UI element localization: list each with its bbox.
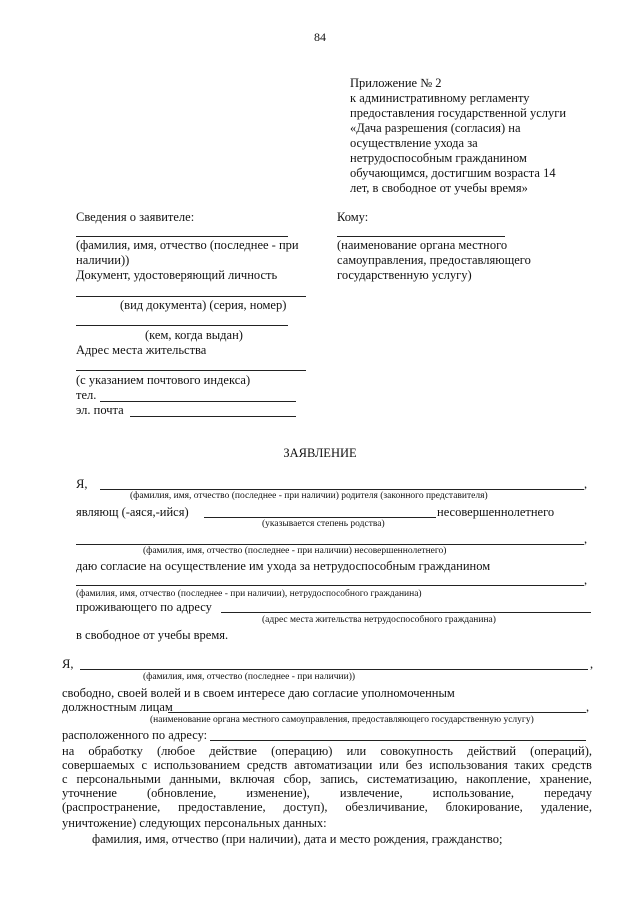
- appendix-line: Приложение № 2: [350, 76, 442, 90]
- hint-minor: (фамилия, имя, отчество (последнее - при наличии) несовершеннолетнего): [143, 546, 447, 556]
- word: использование,: [432, 786, 515, 800]
- word: или: [346, 744, 367, 758]
- issued-hint: (кем, когда выдан): [145, 328, 243, 342]
- appendix-line: обучающимся, достигшим возраста 14: [350, 166, 556, 180]
- hint-address: (адрес места жительства нетрудоспособного гражданина): [262, 615, 496, 625]
- word: изменение),: [246, 786, 310, 800]
- ya-2: Я,: [62, 657, 74, 671]
- word: использования: [429, 758, 508, 772]
- recipient-hint-2: самоуправления, предоставляющего: [337, 253, 531, 267]
- appendix-header: [350, 76, 566, 196]
- email-label: эл. почта: [76, 403, 124, 417]
- word: данными,: [169, 772, 222, 786]
- comma-3: ,: [584, 573, 588, 587]
- doc-hint: (вид документа) (серия, номер): [120, 298, 287, 312]
- doc-line[interactable]: [76, 296, 306, 297]
- word: совокупность: [380, 744, 453, 758]
- appendix-line: «Дача разрешения (согласия) на: [350, 121, 521, 135]
- word: обработку: [88, 744, 143, 758]
- word: с: [141, 758, 148, 772]
- recipient-hint-1: (наименование органа местного: [337, 238, 508, 252]
- processing-line: [62, 744, 592, 759]
- word: (операцию): [271, 744, 333, 758]
- page-number: 84: [314, 30, 326, 44]
- consent-line-fio: фамилия, имя, отчество (при наличии), дата и место рождения, гражданство;: [92, 832, 503, 846]
- word: хранение,: [539, 772, 592, 786]
- address-hint: (с указанием почтового индекса): [76, 373, 251, 387]
- word: автоматизации: [294, 758, 373, 772]
- free-time-text: в свободное от учебы время.: [76, 628, 229, 642]
- phone-label: тел.: [76, 388, 97, 402]
- word: накопление,: [466, 772, 531, 786]
- document-title: ЗАЯВЛЕНИЕ: [283, 446, 357, 460]
- word: средств: [246, 758, 288, 772]
- word: запись,: [320, 772, 359, 786]
- word: средств: [551, 758, 592, 772]
- word: систематизацию,: [367, 772, 458, 786]
- hint-consent-fio: (фамилия, имя, отчество (последнее - при наличии)): [143, 672, 356, 682]
- disabled-fio-line[interactable]: [76, 585, 584, 586]
- appendix-line: предоставления государственной услуги: [350, 106, 567, 120]
- word: включая: [229, 772, 275, 786]
- minor-word: несовершеннолетнего: [437, 505, 555, 519]
- parent-fio-line[interactable]: [100, 489, 584, 490]
- hint-relation: (указывается степень родства): [262, 519, 385, 529]
- word: (любое: [157, 744, 196, 758]
- word: действий: [467, 744, 517, 758]
- consent-line-2: должностным лицам: [62, 700, 173, 714]
- processing-line: [62, 758, 592, 773]
- recipient-line[interactable]: [337, 236, 505, 237]
- word: или: [379, 758, 399, 772]
- consent-line-1: свободно, своей волей и в своем интересе даю согласие уполномоченным: [62, 686, 455, 700]
- applicant-heading: Сведения о заявителе:: [76, 210, 195, 224]
- recipient-heading: Кому:: [337, 210, 369, 224]
- org-address-line[interactable]: [210, 740, 586, 741]
- hint-disabled: (фамилия, имя, отчество (последнее - при наличии), нетрудоспособного гражданина): [76, 589, 422, 599]
- word: предоставление,: [178, 800, 266, 814]
- processing-line: [62, 772, 592, 787]
- processing-line: [62, 800, 592, 815]
- word: таких: [514, 758, 545, 772]
- relation-line[interactable]: [204, 517, 436, 518]
- living-address-line[interactable]: [221, 612, 591, 613]
- appendix-line: нетрудоспособным гражданином: [350, 151, 527, 165]
- org-line[interactable]: [168, 712, 586, 713]
- comma-5: ,: [586, 700, 590, 714]
- recipient-hint-3: государственную услугу): [337, 268, 472, 282]
- word: на: [62, 744, 75, 758]
- fio-line[interactable]: [76, 236, 288, 237]
- word: сбор,: [283, 772, 312, 786]
- address-label: Адрес места жительства: [76, 343, 207, 357]
- fio-hint-1: (фамилия, имя, отчество (последнее - при: [76, 238, 299, 252]
- word: доступ),: [283, 800, 328, 814]
- being-label: являющ (-аяся,-ийся): [76, 505, 189, 519]
- comma-1: ,: [584, 477, 588, 491]
- issued-line[interactable]: [76, 325, 288, 326]
- living-label: проживающего по адресу: [76, 600, 212, 614]
- word: уточнение: [62, 786, 117, 800]
- phone-line[interactable]: [100, 401, 296, 402]
- hint-parent: (фамилия, имя, отчество (последнее - при наличии) родителя (законного представителя): [130, 491, 488, 501]
- comma-4: ,: [590, 657, 594, 671]
- consent-line-3: расположенного по адресу:: [62, 728, 208, 742]
- word: удаление,: [540, 800, 592, 814]
- word: действие: [209, 744, 257, 758]
- word: (операций),: [530, 744, 592, 758]
- word: (распространение,: [62, 800, 161, 814]
- minor-fio-line[interactable]: [76, 544, 584, 545]
- word: извлечение,: [339, 786, 403, 800]
- fio-hint-2: наличии)): [76, 253, 130, 267]
- ya-1: Я,: [76, 477, 88, 491]
- appendix-line: к административному регламенту: [350, 91, 530, 105]
- appendix-line: осуществление ухода за: [350, 136, 478, 150]
- appendix-line: лет, в свободное от учебы время»: [350, 181, 528, 195]
- word: обезличивание,: [345, 800, 428, 814]
- consent-text: даю согласие на осуществление им ухода за нетрудоспособным гражданином: [76, 559, 491, 573]
- address-line[interactable]: [76, 370, 306, 371]
- word: персональными: [76, 772, 161, 786]
- word: совершаемых: [62, 758, 135, 772]
- hint-org: (наименование органа местного самоуправления, предоставляющего государственную услугу): [150, 715, 534, 725]
- comma-2: ,: [584, 532, 588, 546]
- consent-line-last: уничтожение) следующих персональных данных:: [62, 816, 327, 830]
- processing-line: [62, 786, 592, 801]
- consent-fio-line[interactable]: [80, 669, 588, 670]
- word: без: [405, 758, 423, 772]
- word: (обновление,: [147, 786, 217, 800]
- email-line[interactable]: [130, 416, 296, 417]
- doc-label: Документ, удостоверяющий личность: [76, 268, 278, 282]
- word: с: [62, 772, 68, 786]
- word: использованием: [153, 758, 241, 772]
- word: передачу: [544, 786, 592, 800]
- word: блокирование,: [445, 800, 523, 814]
